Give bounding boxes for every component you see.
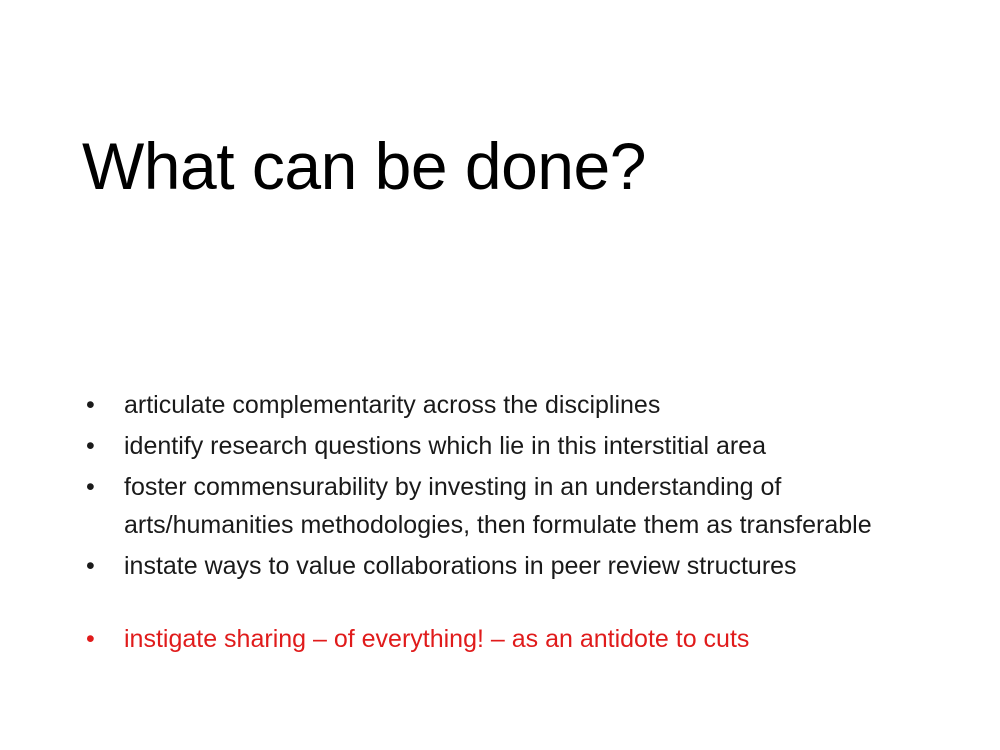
bullet-dot-icon: • xyxy=(86,624,95,653)
bullet-dot-icon: • xyxy=(86,552,95,580)
bullet-dot-icon: • xyxy=(86,472,95,501)
list-item xyxy=(86,468,946,546)
list-item xyxy=(86,427,946,466)
list-item xyxy=(86,547,946,586)
page-title: What can be done? xyxy=(82,129,646,204)
list-item-label: instigate sharing – of everything! – as an antidote to cuts xyxy=(124,624,750,653)
list-item-highlighted xyxy=(86,620,946,659)
list-item-label: instate ways to value collaborations in peer review structures xyxy=(124,552,797,580)
bullet-list xyxy=(86,386,946,661)
list-item xyxy=(86,386,946,425)
list-item-label: identify research questions which lie in this interstitial area xyxy=(124,431,766,460)
list-item-label: articulate complementarity across the disciplines xyxy=(124,391,661,419)
bullet-dot-icon: • xyxy=(86,391,95,419)
list-item-label: foster commensurability by investing in an understanding of arts/humanities methodologies, then formulate them as transferable xyxy=(124,472,872,540)
bullet-dot-icon: • xyxy=(86,431,95,460)
